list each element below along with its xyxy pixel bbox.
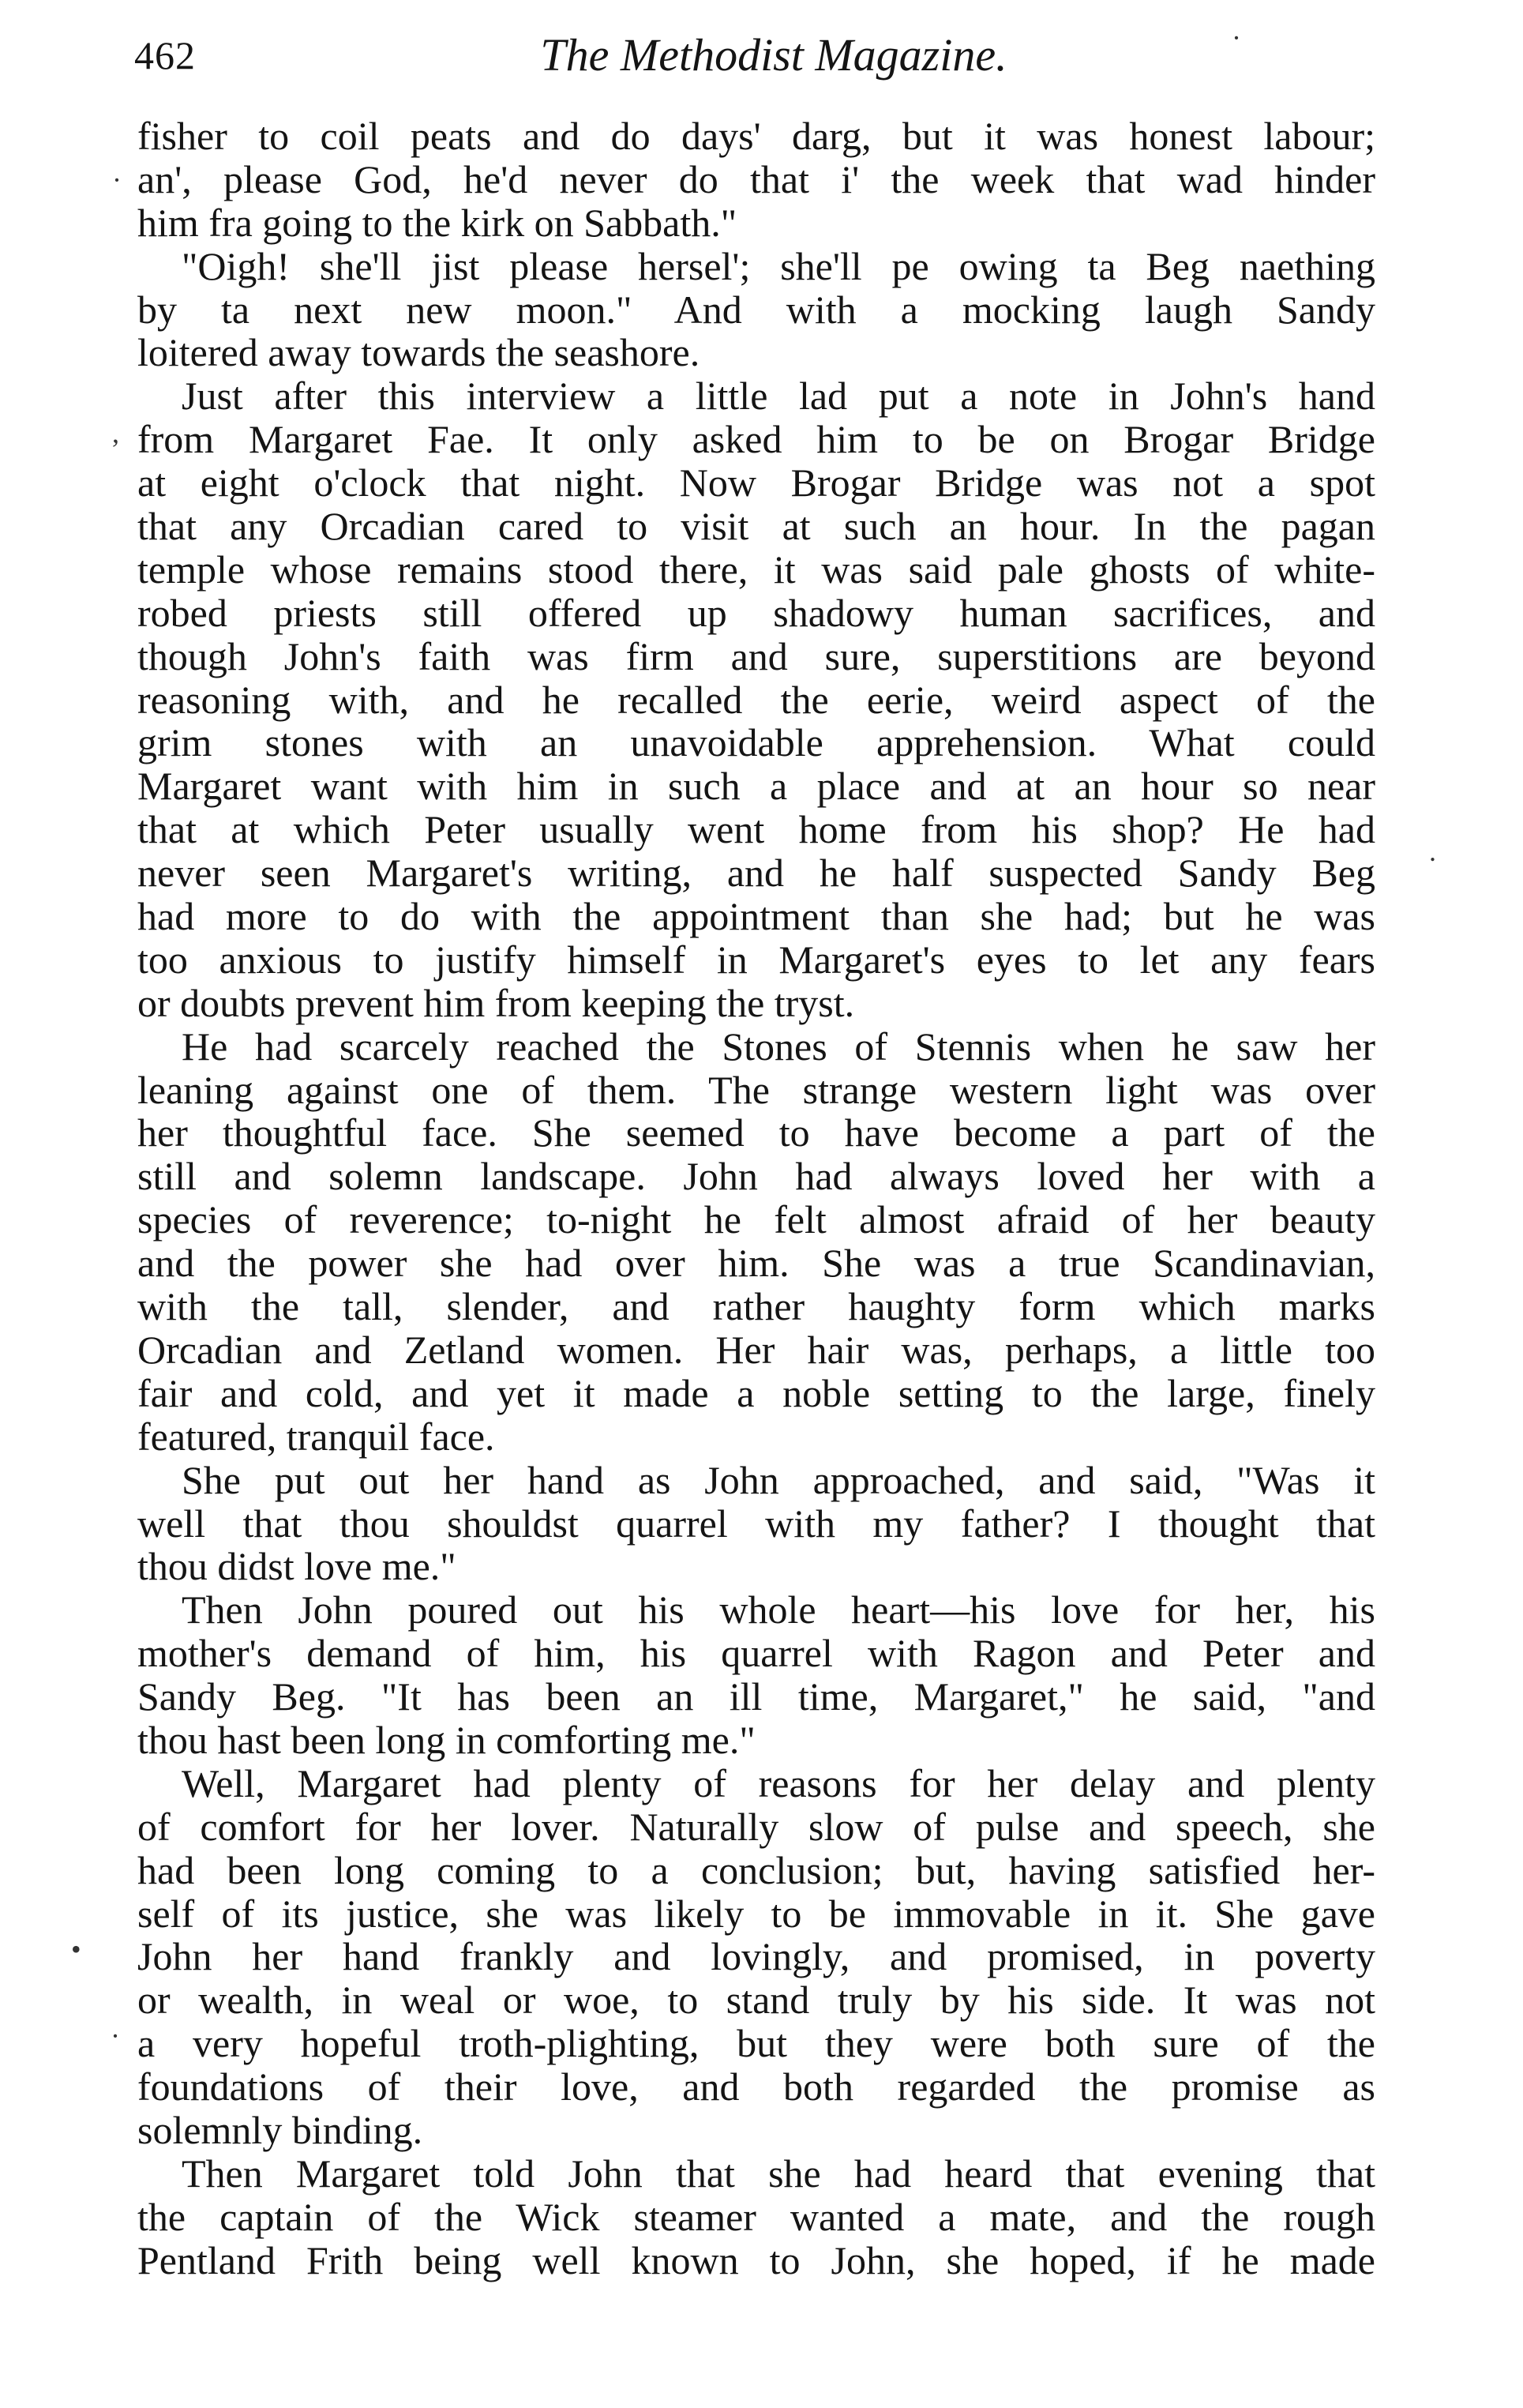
text-line: had been long coming to a conclusion; but, having satisfied her- <box>137 1847 1375 1892</box>
text-line: grim stones with an unavoidable apprehension. What could <box>137 720 1375 765</box>
text-line: at eight o'clock that night. Now Brogar Bridge was not a spot <box>137 460 1375 505</box>
text-line: with the tall, slender, and rather haughty form which marks <box>137 1284 1375 1329</box>
text-line: foundations of their love, and both regarded the promise as <box>137 2064 1375 2109</box>
text-line: from Margaret Fae. It only asked him to be on Brogar Bridge <box>137 417 1375 462</box>
running-title: The Methodist Magazine. <box>540 29 1007 81</box>
text-line: Then Margaret told John that she had heard that evening that <box>182 2151 1375 2196</box>
text-line: Orcadian and Zetland women. Her hair was, perhaps, a little too <box>137 1327 1375 1372</box>
text-line: reasoning with, and he recalled the eerie, weird aspect of the <box>137 677 1375 722</box>
page-header <box>0 22 1523 93</box>
text-line: too anxious to justify himself in Margaret's eyes to let any fears <box>137 937 1375 982</box>
text-line: Well, Margaret had plenty of reasons for her delay and plenty <box>182 1760 1375 1805</box>
text-line: Pentland Frith being well known to John, she hoped, if he made <box>137 2237 1375 2282</box>
text-line: still and solemn landscape. John had always loved her with a <box>137 1154 1375 1199</box>
scan-speck: . <box>1429 836 1436 867</box>
text-line: Just after this interview a little lad put a note in John's hand <box>182 374 1375 419</box>
text-line: and the power she had over him. She was a true Scandinavian, <box>137 1241 1375 1286</box>
scan-speck: · <box>111 2020 120 2052</box>
text-line: mother's demand of him, his quarrel with Ragon and Peter and <box>137 1631 1375 1676</box>
text-line: solemnly binding. <box>137 2107 423 2152</box>
text-line: the captain of the Wick steamer wanted a mate, and the rough <box>137 2194 1375 2239</box>
text-line: or wealth, in weal or woe, to stand truly by his side. It was not <box>137 1978 1375 2023</box>
text-line: though John's faith was firm and sure, superstitions are beyond <box>137 633 1375 678</box>
text-line: leaning against one of them. The strange western light was over <box>137 1067 1375 1112</box>
text-line: never seen Margaret's writing, and he half suspected Sandy Beg <box>137 851 1375 896</box>
text-line: Sandy Beg. "It has been an ill time, Margaret," he said, "and <box>137 1674 1375 1719</box>
text-line: He had scarcely reached the Stones of Stennis when he saw her <box>182 1024 1375 1069</box>
text-line: She put out her hand as John approached, and said, "Was it <box>182 1457 1375 1502</box>
text-line: temple whose remains stood there, it was said pale ghosts of white- <box>137 547 1375 592</box>
text-line: Margaret want with him in such a place and at an hour so near <box>137 764 1375 809</box>
text-line: of comfort for her lover. Naturally slow of pulse and speech, she <box>137 1804 1375 1849</box>
text-line: thou didst love me." <box>137 1544 456 1589</box>
text-line: Then John poured out his whole heart—his love for her, his <box>182 1587 1375 1632</box>
text-line: John her hand frankly and lovingly, and promised, in poverty <box>137 1934 1375 1979</box>
text-line: that any Orcadian cared to visit at such an hour. In the pagan <box>137 504 1375 549</box>
text-line: that at which Peter usually went home from his shop? He had <box>137 807 1375 852</box>
scan-speck: · <box>1232 22 1241 54</box>
text-line: him fra going to the kirk on Sabbath." <box>137 200 737 245</box>
body-text <box>137 115 1375 2282</box>
text-line: robed priests still offered up shadowy human sacrifices, and <box>137 590 1375 635</box>
text-line: "Oigh! she'll jist please hersel'; she'll pe owing ta Beg naething <box>182 243 1375 288</box>
text-line: a very hopeful troth-plighting, but they were both sure of the <box>137 2021 1375 2066</box>
text-line: her thoughtful face. She seemed to have become a part of the <box>137 1110 1375 1155</box>
page-number: 462 <box>134 33 196 77</box>
text-line: species of reverence; to-night he felt almost afraid of her beauty <box>137 1197 1375 1242</box>
text-line: had more to do with the appointment than she had; but he was <box>137 894 1375 939</box>
text-line: fair and cold, and yet it made a noble setting to the large, finely <box>137 1370 1375 1415</box>
text-line: loitered away towards the seashore. <box>137 330 700 375</box>
scan-speck: · <box>112 164 122 196</box>
text-line: or doubts prevent him from keeping the tryst. <box>137 980 855 1025</box>
text-line: featured, tranquil face. <box>137 1414 495 1459</box>
text-line: an', please God, he'd never do that i' the week that wad hinder <box>137 156 1375 201</box>
scan-speck: , <box>112 417 119 449</box>
text-line: self of its justice, she was likely to be immovable in it. She gave <box>137 1891 1375 1936</box>
text-line: thou hast been long in comforting me." <box>137 1717 756 1762</box>
text-line: well that thou shouldst quarrel with my father? I thought that <box>137 1501 1375 1546</box>
scan-speck: • <box>71 1933 81 1965</box>
text-line: by ta next new moon." And with a mocking laugh Sandy <box>137 287 1375 332</box>
text-line: fisher to coil peats and do days' darg, but it was honest labour; <box>137 114 1375 158</box>
